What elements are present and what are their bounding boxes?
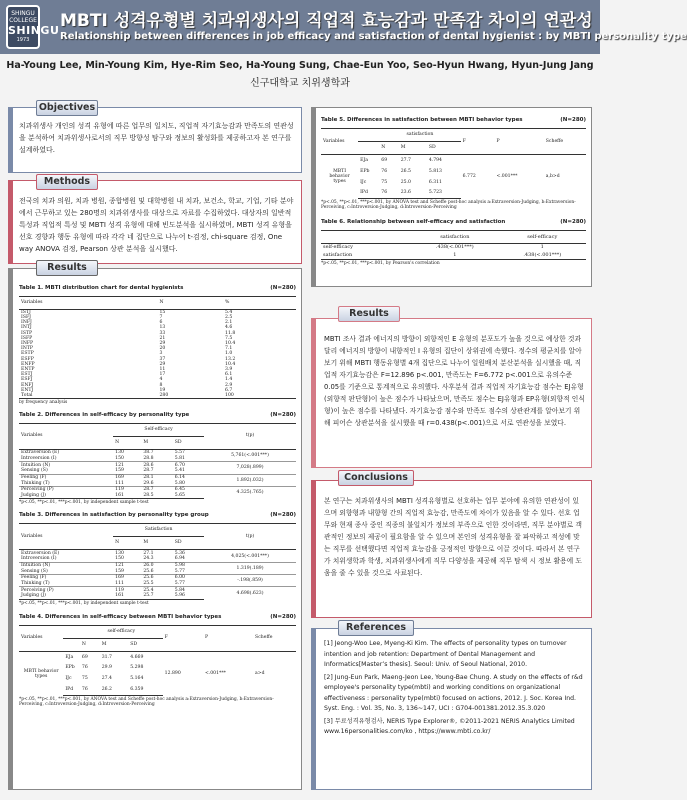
objectives-text: 치과위생사 개인의 성격 유형에 따른 업무의 일치도, 직업적 자기효능감과 만족도의 연관성을 분석하여 치과위생사로서의 직무 방향성 탐구와 정보의 활성화를 제공하고자 본 연구를 설계하였다. xyxy=(19,122,294,154)
table4-caption: Table 4. Differences in self-efficacy between MBTI behavior types (N=280) xyxy=(19,613,296,620)
table5: Variables satisfaction F P Scheffe N M SD MBTI behavior types EJa 69 27.7 4.794 6.772 <.001*** a,b>d EPb 76 26.5 5.813 IJc 75 25.0 6.311 IPd 76 23.6 5.723 xyxy=(321,128,586,199)
table-row: INTJ 13 4.6 xyxy=(21,325,233,331)
table-row: IPd 76 26.2 6.359 xyxy=(19,684,296,695)
table-row: Judging (J) 161 25.7 5.96 xyxy=(19,593,296,599)
conclusions-box xyxy=(311,480,592,618)
results-left-heading: Results xyxy=(36,260,98,276)
table3: Variables Satisfaction t(p) N M SD Extraversion (E) 130 27.1 5.36 4,025(<.001***) Introversion (I) 150 24.3 6.94 Intuition (N) 121 26.0 5.98 1.319(.189) Sensing (S) 159 25.6 5.77 Feeling (F) 169 25.6 6.00 -.198(.859) Thinking (T) 111 25.5 5.77 Perceiving (P) 119 25.4 5.84 4.698(.623) Judging (J) 161 25.7 5.96 xyxy=(19,523,296,600)
table6-note: *p<.05, **p<.01, ***p<.001, by Pearson's correlation xyxy=(321,261,440,266)
table-row: ISTP 33 11.8 xyxy=(21,330,236,336)
table3-caption: Table 3. Differences in satisfaction by personality type group (N=280) xyxy=(19,512,296,519)
table-row: Intuition (N) 121 26.0 5.98 1.319(.189) xyxy=(19,562,296,568)
results-text-box xyxy=(311,318,592,468)
table-row: ESFJ 4 1.4 xyxy=(21,377,233,383)
table-row: EPb 76 29.9 5.298 xyxy=(65,665,144,671)
objectives-box xyxy=(8,107,302,173)
table2-note: *p<.05, **p<.01, ***p<.001, by independent sample t-test xyxy=(19,500,149,506)
table-row: ENTJ 19 6.7 xyxy=(21,387,233,393)
table-row: ISTJ 15 5.4 xyxy=(21,310,233,315)
logo-text: SHINGU COLLEGE xyxy=(9,10,37,24)
conclusions-text: 본 연구는 치과위생사의 MBTI 성격유형별로 선호하는 업무 분야에 유의한 연관성이 있으며 외향형과 내향형 간의 직업적 효능감, 만족도에 차이가 있음을 알 수 있다. 선호 업무와 현재 종사 중인 직종의 불일치가 정보의 부족으로 인한 것이라면, 직무 분야별로 객관적인 정보의 제공이 필요함을 알 수 있으며 본인의 성격유형을 잘 파악하고 적성에 맞는 직무를 선택했다면 직업적 효능감을 긍정적인 방향으로 이끌 것이다. 따라서 본 연구가 치위생학과 학생, 치과위생사에게 직무 다양성을 제공해 직무 탐색 시 정보 활용에 도움을 줄 수 있을 것으로 사료된다. xyxy=(324,497,582,577)
table-row: Introversion (I) 150 28.8 5.81 xyxy=(21,455,185,461)
table-row: IJc 75 25.0 6.311 xyxy=(360,179,442,185)
college-logo xyxy=(6,5,60,49)
table-row: Extraversion (E) 130 27.1 5.36 4,025(<.001***) xyxy=(21,550,269,559)
objectives-heading: Objectives xyxy=(36,100,98,116)
methods-heading: Methods xyxy=(36,174,98,190)
table-row: Thinking (T) 111 25.5 5.77 xyxy=(21,581,185,587)
methods-text: 전국의 치과 의원, 치과 병원, 종합병원 및 대학병원 내 치과, 보건소, 학교, 기업, 기타 분야에서 근무하고 있는 280명의 치과위생사를 대상으로 자료를 수집하였다. 대상자의 일반적 특성과 직업적 특성 및 MBTI 성격 유형에 대해 빈도분석을 실시하였며, MBTI 성격 유형을 선호 경향과 행동 유형에 따라 각각 네 집단으로 나누어 t-검정, chi-square 검정, One way ANOVA 검정, Pearson 상관 분석을 실시했다. xyxy=(19,197,294,253)
table1-note: by frequency analysis xyxy=(19,399,68,405)
table-row: MBTI behavior types EJa 69 27.7 4.794 6.772 <.001*** a,b>d xyxy=(329,157,560,185)
table-row: Perceiving (P) 119 25.4 5.84 4.698(.623) xyxy=(19,587,296,593)
table-row: ENFJ 8 2.9 xyxy=(21,382,233,388)
affiliation: 신구대학교 치위생학과 xyxy=(250,78,350,89)
table-row: IJc 75 27.4 5.164 xyxy=(65,676,144,682)
table-row: Intuition (N) 121 28.6 6.70 7,028(.899) xyxy=(19,462,296,468)
table6: satisfaction self-efficacy self-efficacy .438(<.001***) 1 satisfaction 1 .438(<.001***) xyxy=(321,230,586,260)
reference-item: [2] Jung-Eun Park, Maeng-Jeon Lee, Young-Bae Chung. A study on the effects of r&d employee's personality type(mbti) and working conditions on organizational effectiveness : personality type(mbti) focused on actions, 2012. J. Soc. Korea Ind. Syst. Eng. : Vol. 35, No. 3, 136~147, UCI : G704-001381.2012.35.3.020 xyxy=(324,673,583,712)
table2-caption: Table 2. Differences in self-efficacy by personality type (N=280) xyxy=(19,411,296,418)
table-row: Sensing (S) 159 25.6 5.77 xyxy=(21,568,185,574)
references-box xyxy=(311,628,592,790)
table1-caption: Table 1. MBTI distribution chart for dental hygienists (N=280) xyxy=(19,285,296,291)
table-row: Thinking (T) 111 29.6 5.80 xyxy=(21,480,185,486)
references-heading: References xyxy=(338,620,414,636)
table-row: ISFP 21 7.5 xyxy=(21,335,233,341)
table-row: MBTI behavior types EJa 69 31.7 4.669 12.890 <.001*** a>d xyxy=(23,654,265,679)
table1: Variables N % ISTJ 15 5.4 ISFJ 7 2.5 INFJ 6 2.1 INTJ 13 4.6 ISTP 33 11.8 ISFP 21 7.5 INFP 29 10.4 INTP 20 7.1 ESTP 3 1.0 ESFP 37 13.2 ENFP 29 10.4 ENTP 11 3.9 ESTJ 17 6.1 ESFJ 4 1.4 ENFJ 8 2.9 ENTJ 19 6.7 Total 280 100 xyxy=(19,296,296,399)
table-row: IPd 76 23.6 5.723 xyxy=(321,188,586,199)
results-text: MBTI 조사 결과 에너지의 방향이 외향적인 E 유형의 분포도가 높을 것으로 예상한 것과 달리 에너지의 방향이 내향적인 I 유형의 집단이 상위권에 속했다. 정수의 평균치를 알아보기 위해 MBTI 행동유형별 4개 집단으로 나누어 일원배치 분산분석을 실시했을 때, 직업적 자기효능감은 F=12.896 p<.001, 만족도는 F=6.772 p<.001으로 유의수준 0.05를 기준으로 통계적으로 유의했다. 사후분석 결과 직업적 자기효능감 점수는 EJ유형(외향적 판단형)이 높은 점수가 나타났으며, 만족도 점수는 EJ유형과 EP유형(외향적 인식형)이 높은 점수를 나타냈다. 자기효능감 점수와 만족도 점수의 상관관계를 알아보기 위해 피어슨 상관분석을 실시했을 때 r=0.438(p<.001)으로 서로 연관성을 보였다. xyxy=(324,335,585,427)
table-row: satisfaction 1 .438(<.001***) xyxy=(321,252,586,260)
table-row: EPb 76 26.5 5.813 xyxy=(360,168,442,174)
table4-note: *p<.05, **p<.01, ***p<.001, by ANOVA test and Scheffe post-hoc analysis a:Extraversion-Judging, b:Extraversion-Perceiving, c:Introversion-Judging, d:Introversion-Perceiving xyxy=(19,696,274,707)
logo-year: 1973 xyxy=(16,37,30,43)
table-row: Perceiving (P) 119 28.7 6.45 4.325(.765) xyxy=(19,486,296,492)
table-row: Sensing (S) 159 28.7 5.41 xyxy=(21,468,185,474)
table5-note: *p<.05, **p<.01, ***p<.001, by ANOVA test and Scheffe post-hoc analysis a:Extraversion-Judging, b:Extraversion-Perceiving, c:Introversion-Judging, d:Introversion-Perceiving xyxy=(321,200,576,210)
right-tables-box xyxy=(311,107,592,287)
reference-item: [3] 무료성격유형검사, NERIS Type Explorer®, ©2011-2021 NERIS Analytics Limited www.16personalities.com/ko , https://www.mbti.co.kr/ xyxy=(324,717,575,735)
logo-mark: SHINGU xyxy=(8,24,60,37)
table2: Variables Self-efficacy t(p) N M SD Extraversion (E) 130 38.7 5.57 5,761(<.001***) Introversion (I) 150 28.8 5.81 Intuition (N) 121 28.6 6.70 7,028(.899) Sensing (S) 159 28.7 5.41 Feeling (F) 169 28.1 6.14 1.892(.032) Thinking (T) 111 29.6 5.80 Perceiving (P) 119 28.7 6.45 4.325(.765) Judging (J) 161 28.5 5.65 xyxy=(19,423,296,500)
table-row: ESTP 3 1.0 xyxy=(21,351,233,357)
title-korean: MBTI 성격유형별 치과위생사의 직업적 효능감과 만족감 차이의 연관성 xyxy=(60,11,593,31)
table-row: ESFP 37 13.2 xyxy=(21,356,236,362)
methods-box xyxy=(8,180,302,264)
table-row: ISFJ 7 2.5 xyxy=(21,315,233,321)
table-row: INFJ 6 2.1 xyxy=(21,320,233,326)
table-row: Extraversion (E) 130 38.7 5.57 5,761(<.001***) xyxy=(21,450,269,458)
table-row: INFP 29 10.4 xyxy=(21,341,236,347)
table-row: Judging (J) 161 28.5 5.65 xyxy=(19,493,296,499)
reference-item: [1] Jeong-Woo Lee, Myeng-Ki Kim. The effects of personality types on turnover intention and job retention: Department of Dental Management and Informatics[Master’s thesis]. Seoul: Univ. of Seoul National, 2010. xyxy=(324,640,567,668)
table-row: ESTJ 17 6.1 xyxy=(21,372,233,378)
results-tables-box xyxy=(8,268,302,790)
table-row: ENTP 11 3.9 xyxy=(21,366,233,372)
table-row: ENFP 29 10.4 xyxy=(21,361,236,367)
conclusions-heading: Conclusions xyxy=(338,470,414,486)
table-row: self-efficacy .438(<.001***) 1 xyxy=(323,244,544,251)
table-row: Introversion (I) 150 24.3 6.94 xyxy=(21,556,185,562)
title-english: Relationship between differences in job efficacy and satisfaction of dental hygienist : by MBTI personality type xyxy=(60,31,687,42)
table4: Variables self-efficacy F P Scheffe N M SD MBTI behavior types EJa 69 31.7 4.669 12.890 <.001*** a>d EPb 76 29.9 5.298 IJc 75 27.4 5.164 IPd 76 26.2 6.359 xyxy=(19,625,296,696)
table6-caption: Table 6. Relationship between self-efficacy and satisfaction (N=280) xyxy=(321,219,586,225)
table-row: Feeling (F) 169 28.1 6.14 1.892(.032) xyxy=(19,474,296,480)
poster-header xyxy=(0,0,687,54)
table-row: Total 280 100 xyxy=(19,393,296,399)
table3-note: *p<.05, **p<.01, ***p<.001, by independent sample t-test xyxy=(19,600,149,606)
results-right-heading: Results xyxy=(338,306,400,322)
table5-caption: Table 5. Differences in satisfaction between MBTI behavior types (N=280) xyxy=(321,117,586,123)
authors: Ha-Young Lee, Min-Young Kim, Hye-Rim Seo, Ha-Young Sung, Chae-Eun Yoo, Seo-Hyun Hwang, Hyun-Jung Jang xyxy=(6,60,594,71)
table-row: Feeling (F) 169 25.6 6.00 -.198(.859) xyxy=(19,575,296,581)
table-row: INTP 20 7.1 xyxy=(21,346,233,352)
